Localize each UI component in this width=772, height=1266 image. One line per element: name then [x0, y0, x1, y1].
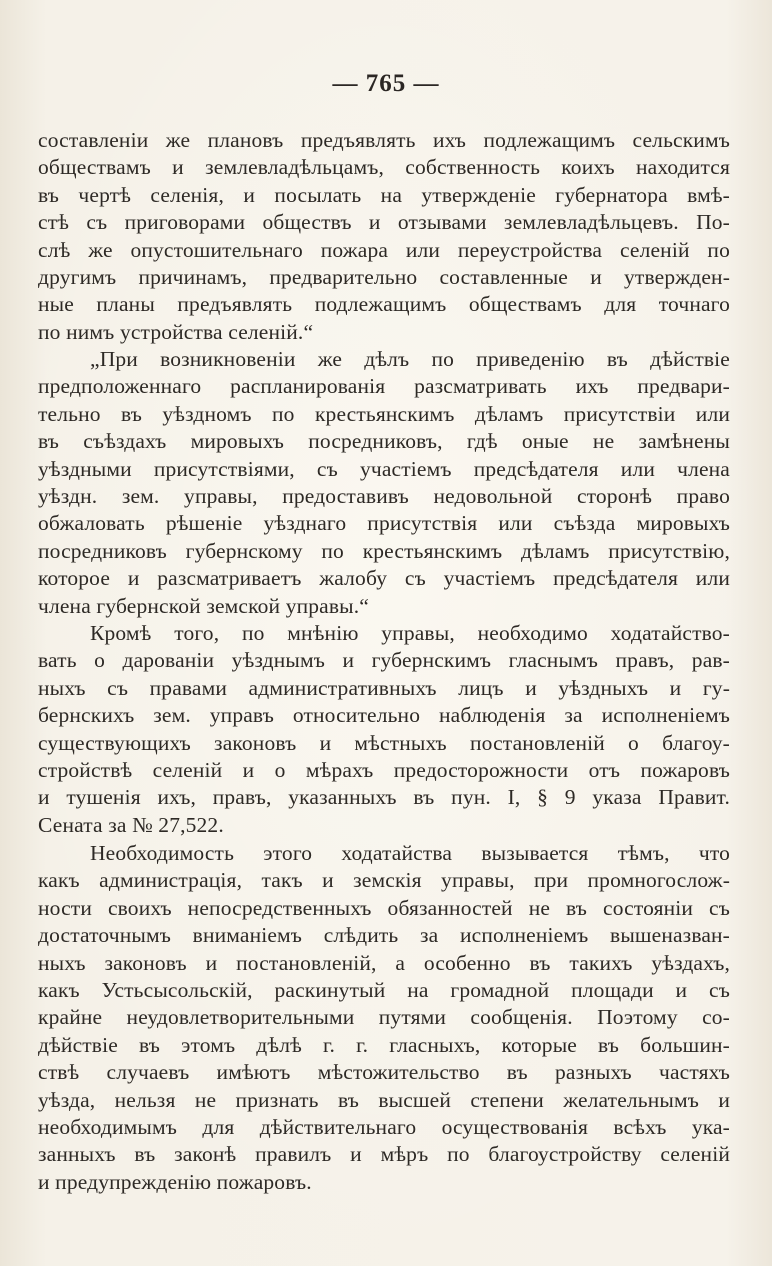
text-line: которое и разсматриваетъ жалобу съ участіемъ предсѣдателя или — [38, 566, 730, 591]
text-line: обществамъ и землевладѣльцамъ, собственность коихъ находится — [38, 155, 730, 180]
text-line: въ чертѣ селенія, и посылать на утвержденіе губернатора вмѣ- — [38, 182, 730, 207]
text-line: уѣздн. зем. управы, предоставивъ недовольной сторонѣ право — [38, 483, 730, 508]
text-line: составленіи же плановъ предъявлять ихъ подлежащимъ сельскимъ — [38, 128, 730, 152]
text-line: занныхъ въ законѣ правилъ и мѣръ по благоустройству селеній — [38, 1142, 730, 1167]
text-line: по нимъ устройства селеній.“ — [38, 319, 314, 344]
paragraph-1 — [38, 127, 730, 346]
text-line: и тушенія ихъ, правъ, указанныхъ въ пун. I, § 9 указа Правит. — [38, 785, 730, 810]
text-line: члена губернской земской управы.“ — [38, 593, 369, 618]
text-line: вать о дарованіи уѣзднымъ и губернскимъ гласнымъ правъ, рав- — [38, 648, 730, 673]
text-line: достаточнымъ вниманіемъ слѣдить за исполненіемъ вышеназван- — [38, 923, 730, 948]
text-line: ствѣ случаевъ имѣютъ мѣстожительство въ разныхъ частяхъ — [38, 1060, 730, 1085]
paragraph-2 — [38, 346, 730, 620]
text-line: ные планы предъявлять подлежащимъ обществамъ для точнаго — [38, 292, 730, 317]
text-line: какъ администрація, такъ и земскія управы, при промногослож- — [38, 868, 730, 893]
text-line: ности своихъ непосредственныхъ обязанностей не въ состояніи съ — [38, 895, 730, 920]
text-line: ныхъ законовъ и постановленій, а особенно въ такихъ уѣздахъ, — [38, 950, 730, 975]
text-line: необходимымъ для дѣйствительнаго осуществованія всѣхъ ука- — [38, 1114, 730, 1139]
text-line: дѣйствіе въ этомъ дѣлѣ г. г. гласныхъ, которые въ большин- — [38, 1032, 730, 1057]
text-line: крайне неудовлетворительными путями сообщенія. Поэтому со- — [38, 1005, 730, 1030]
text-line: стройствѣ селеній и о мѣрахъ предосторожности отъ пожаровъ — [38, 757, 730, 782]
text-line: другимъ причинамъ, предварительно составленные и утвержден- — [38, 264, 730, 289]
text-line: тельно въ уѣздномъ по крестьянскимъ дѣламъ присутствіи или — [38, 401, 730, 426]
text-line: предположеннаго распланированія разсматривать ихъ предвари- — [38, 374, 730, 399]
paragraph-4 — [38, 840, 730, 1196]
text-line: какъ Устьсысольскій, раскинутый на громадной площади и съ — [38, 977, 730, 1002]
text-line: существующихъ законовъ и мѣстныхъ постановленій о благоу- — [38, 730, 730, 755]
text-line: слѣ же опустошительнаго пожара или переустройства селеній по — [38, 237, 730, 262]
text-line: посредниковъ губернскому по крестьянскимъ дѣламъ присутствію, — [38, 538, 730, 563]
text-line: и предупрежденію пожаровъ. — [38, 1169, 312, 1194]
text-line: Сената за № 27,522. — [38, 812, 224, 837]
text-line: Кромѣ того, по мнѣнію управы, необходимо ходатайство- — [90, 621, 730, 645]
text-line: ныхъ съ правами административныхъ лицъ и уѣздныхъ и гу- — [38, 675, 730, 700]
text-line: въ съѣздахъ мировыхъ посредниковъ, гдѣ оные не замѣнены — [38, 429, 730, 454]
paragraph-3 — [38, 620, 730, 839]
text-line: „При возникновеніи же дѣлъ по приведенію въ дѣйствіе — [90, 347, 730, 371]
text-line: стѣ съ приговорами обществъ и отзывами землевладѣльцевъ. По- — [38, 210, 730, 235]
text-line: уѣзда, нельзя не признать въ высшей степени желательнымъ и — [38, 1087, 730, 1112]
page-number: — 765 — — [332, 70, 440, 97]
text-line: бернскихъ зем. управъ относительно наблюденія за исполненіемъ — [38, 703, 730, 728]
text-line: уѣздными присутствіями, съ участіемъ предсѣдателя или члена — [38, 456, 730, 481]
text-line: обжаловать рѣшеніе уѣзднаго присутствія или съѣзда мировыхъ — [38, 511, 730, 536]
text-line: Необходимость этого ходатайства вызывается тѣмъ, что — [90, 841, 730, 865]
